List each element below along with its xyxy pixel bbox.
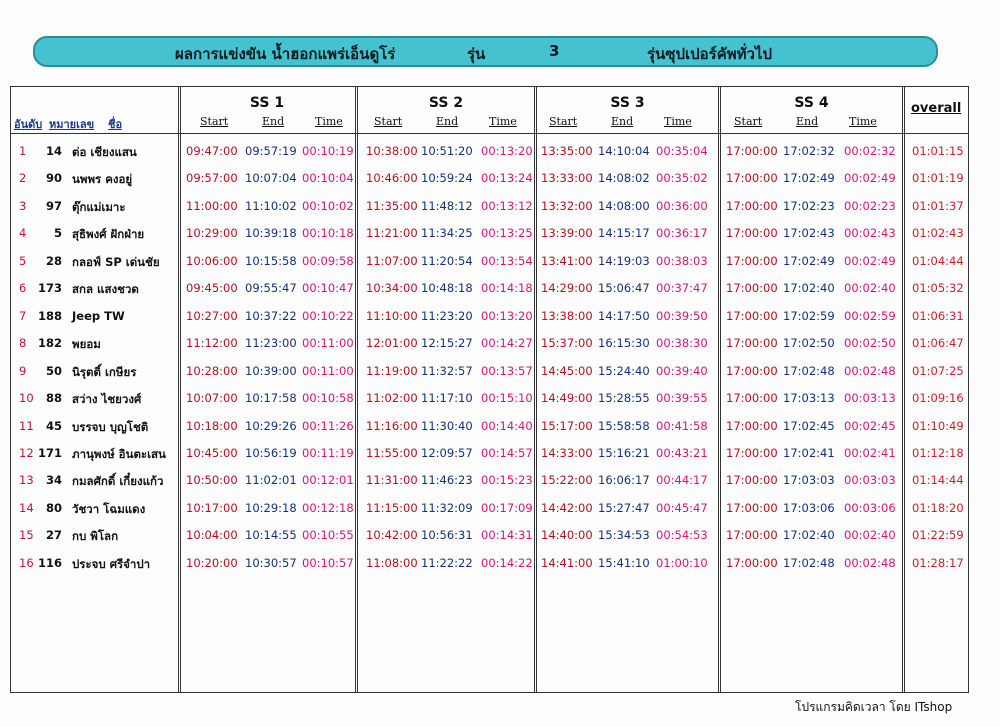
event-title: ผลการแข่งขัน น้ำฮอกแพร่เอ็นดูโร่ <box>175 45 396 63</box>
rider-name-cell: บรรจบ บุญโชติ <box>72 419 149 434</box>
ss1-end-cell: 10:39:18 <box>245 226 297 241</box>
header-number: หมายเลข <box>49 118 95 131</box>
ss4-start-cell: 17:00:00 <box>726 445 778 460</box>
rank-cell: 2 <box>19 171 27 186</box>
ss1-end-cell: 10:17:58 <box>245 391 297 406</box>
rider-number-cell: 90 <box>45 171 62 186</box>
ss4-time-cell: 00:02:48 <box>844 363 896 378</box>
ss3-start-cell: 14:40:00 <box>541 528 593 543</box>
ss1-start-cell: 09:45:00 <box>186 281 238 296</box>
ss4-end-cell: 17:02:59 <box>783 308 835 323</box>
ss4-end-cell: 17:02:32 <box>783 144 835 158</box>
ss1-time-cell: 00:10:22 <box>302 308 354 323</box>
ss1-time-cell: 00:10:04 <box>302 171 354 186</box>
ss2-end-cell: 10:51:20 <box>421 144 473 158</box>
ss1-start-cell: 10:50:00 <box>186 473 238 488</box>
ss4-start-header: Start <box>734 115 763 128</box>
overall-time-cell: 01:14:44 <box>912 473 964 488</box>
overall-time-cell: 01:06:47 <box>912 336 964 351</box>
rider-name-cell: พยอม <box>72 337 101 352</box>
ss4-start-cell: 17:00:00 <box>726 391 778 406</box>
rank-cell: 7 <box>19 308 27 323</box>
rider-number-cell: 5 <box>53 226 62 241</box>
rider-number-cell: 97 <box>45 198 62 213</box>
table-row <box>0 550 1000 574</box>
ss1-start-cell: 11:00:00 <box>186 198 238 213</box>
rider-name-cell: ภานุพงษ์ อินตะเสน <box>72 446 166 461</box>
ss4-time-cell: 00:02:50 <box>844 336 896 351</box>
overall-time-cell: 01:18:20 <box>912 500 964 515</box>
ss1-end-cell: 10:37:22 <box>245 308 297 323</box>
table-row <box>0 385 1000 409</box>
ss4-time-cell: 00:02:59 <box>844 308 896 323</box>
ss3-start-cell: 14:45:00 <box>541 363 593 378</box>
ss3-end-cell: 15:24:40 <box>598 363 650 378</box>
ss4-start-cell: 17:00:00 <box>726 363 778 378</box>
ss4-time-cell: 00:02:40 <box>844 528 896 543</box>
rider-name-cell: สว่าง ไชยวงศ์ <box>72 392 142 407</box>
rider-number-cell: 34 <box>45 473 62 488</box>
ss1-time-header: Time <box>315 115 343 128</box>
table-row <box>0 522 1000 546</box>
rank-cell: 6 <box>19 281 27 296</box>
ss3-start-cell: 13:39:00 <box>541 226 593 241</box>
ss3-start-cell: 13:41:00 <box>541 253 593 268</box>
ss2-end-cell: 11:34:25 <box>421 226 473 241</box>
overall-time-cell: 01:22:59 <box>912 528 964 543</box>
ss2-time-cell: 00:17:09 <box>481 500 533 515</box>
class-name: รุ่นซุปเปอร์คัพทั่วไป <box>647 45 773 63</box>
overall-time-cell: 01:04:44 <box>912 253 964 268</box>
ss2-time-cell: 00:13:24 <box>481 171 533 186</box>
ss2-end-cell: 11:20:54 <box>421 253 473 268</box>
table-row <box>0 467 1000 491</box>
rank-cell: 13 <box>19 473 34 488</box>
overall-time-cell: 01:01:19 <box>912 171 964 186</box>
ss3-end-cell: 15:58:58 <box>598 418 650 433</box>
ss1-start-cell: 10:06:00 <box>186 253 238 268</box>
overall-time-cell: 01:02:43 <box>912 226 964 241</box>
ss4-time-cell: 00:02:23 <box>844 198 896 213</box>
overall-time-cell: 01:09:16 <box>912 391 964 406</box>
ss3-start-cell: 14:29:00 <box>541 281 593 296</box>
table-row <box>0 220 1000 244</box>
rider-number-cell: 116 <box>37 555 62 570</box>
ss1-start-cell: 10:04:00 <box>186 528 238 543</box>
ss3-start-cell: 13:33:00 <box>541 171 593 186</box>
class-label: รุ่น <box>467 45 486 63</box>
ss3-end-cell: 15:28:55 <box>598 391 650 406</box>
ss4-start-cell: 17:00:00 <box>726 555 778 570</box>
ss2-time-cell: 00:13:54 <box>481 253 533 268</box>
rider-name-cell: นพพร คงอยู่ <box>72 172 133 187</box>
rider-number-cell: 28 <box>45 253 62 268</box>
rank-cell: 12 <box>19 445 34 460</box>
table-row <box>0 303 1000 327</box>
ss3-time-cell: 00:41:58 <box>656 418 708 433</box>
rider-name-cell: กมลศักดิ์ เกี๋ยงแก้ว <box>72 474 164 489</box>
ss3-end-cell: 14:10:04 <box>598 144 650 158</box>
ss3-end-cell: 14:19:03 <box>598 253 650 268</box>
ss4-time-cell: 00:02:41 <box>844 445 896 460</box>
ss4-time-cell: 00:03:03 <box>844 473 896 488</box>
rider-number-cell: 45 <box>45 418 62 433</box>
ss4-start-cell: 17:00:00 <box>726 418 778 433</box>
ss3-start-header: Start <box>549 115 578 128</box>
rider-number-cell: 173 <box>37 281 62 296</box>
ss1-end-cell: 10:29:18 <box>245 500 297 515</box>
rank-cell: 11 <box>19 418 34 433</box>
ss1-end-cell: 10:15:58 <box>245 253 297 268</box>
ss3-start-cell: 14:33:00 <box>541 445 593 460</box>
ss2-time-cell: 00:14:31 <box>481 528 533 543</box>
table-row <box>0 275 1000 299</box>
ss1-time-cell: 00:11:00 <box>302 336 354 351</box>
stage-title-ss1: SS 1 <box>249 95 285 111</box>
ss2-end-cell: 10:59:24 <box>421 171 473 186</box>
ss2-time-cell: 00:14:22 <box>481 555 533 570</box>
table-row <box>0 248 1000 272</box>
ss1-end-cell: 10:30:57 <box>245 555 297 570</box>
ss3-end-cell: 15:34:53 <box>598 528 650 543</box>
ss3-time-cell: 00:36:00 <box>656 198 708 213</box>
rider-number-cell: 80 <box>45 500 62 515</box>
table-row <box>0 495 1000 519</box>
stage-title-ss4: SS 4 <box>794 95 829 111</box>
ss3-end-header: End <box>611 115 634 128</box>
ss3-end-cell: 15:41:10 <box>598 555 650 570</box>
ss3-end-cell: 16:06:17 <box>598 473 650 488</box>
ss2-start-cell: 11:15:00 <box>366 500 418 515</box>
ss4-end-header: End <box>796 115 819 128</box>
ss2-end-header: End <box>436 115 459 128</box>
ss4-end-cell: 17:02:45 <box>783 418 835 433</box>
ss4-start-cell: 17:00:00 <box>726 253 778 268</box>
ss1-time-cell: 00:10:02 <box>302 198 354 213</box>
rank-cell: 5 <box>19 253 27 268</box>
rider-name-cell: ต่อ เชียงแสน <box>72 145 137 159</box>
rank-cell: 1 <box>19 144 27 158</box>
ss2-time-cell: 00:13:20 <box>481 308 533 323</box>
ss1-end-cell: 10:56:19 <box>245 445 297 460</box>
rank-cell: 8 <box>19 336 27 351</box>
stage-title-ss2: SS 2 <box>428 95 464 111</box>
ss2-start-cell: 12:01:00 <box>366 336 418 351</box>
ss1-start-cell: 10:45:00 <box>186 445 238 460</box>
ss4-end-cell: 17:03:03 <box>783 473 835 488</box>
ss3-end-cell: 14:08:00 <box>598 198 650 213</box>
ss3-end-cell: 14:15:17 <box>598 226 650 241</box>
stage-title-ss3: SS 3 <box>610 95 645 111</box>
ss3-start-cell: 14:49:00 <box>541 391 593 406</box>
ss1-time-cell: 00:10:18 <box>302 226 354 241</box>
ss3-time-cell: 00:38:30 <box>656 336 708 351</box>
overall-time-cell: 01:10:49 <box>912 418 964 433</box>
ss4-end-cell: 17:02:40 <box>783 528 835 543</box>
ss1-time-cell: 00:11:00 <box>302 363 354 378</box>
class-number: 3 <box>549 42 560 60</box>
ss2-time-cell: 00:14:18 <box>481 281 533 296</box>
ss1-time-cell: 00:10:57 <box>302 555 354 570</box>
rider-number-cell: 50 <box>45 363 62 378</box>
ss1-time-cell: 00:12:01 <box>302 473 354 488</box>
ss2-start-cell: 11:31:00 <box>366 473 418 488</box>
table-row <box>0 413 1000 437</box>
ss4-time-cell: 00:02:40 <box>844 281 896 296</box>
ss4-time-cell: 00:02:48 <box>844 555 896 570</box>
rider-name-cell: Jeep TW <box>72 308 125 323</box>
ss3-time-cell: 00:39:55 <box>656 391 708 406</box>
footer-credit: โปรแกรมคิดเวลา โดย ITshop <box>795 700 953 714</box>
ss2-end-cell: 10:48:18 <box>421 281 473 296</box>
ss3-time-cell: 01:00:10 <box>656 555 708 570</box>
ss4-start-cell: 17:00:00 <box>726 281 778 296</box>
table-row <box>0 138 1000 162</box>
ss2-start-cell: 10:34:00 <box>366 281 418 296</box>
ss4-end-cell: 17:02:23 <box>783 198 835 213</box>
ss1-start-cell: 10:20:00 <box>186 555 238 570</box>
ss3-start-cell: 14:42:00 <box>541 500 593 515</box>
ss1-start-cell: 09:47:00 <box>186 144 238 158</box>
rider-number-cell: 27 <box>45 528 62 543</box>
ss3-end-cell: 14:08:02 <box>598 171 650 186</box>
ss3-end-cell: 14:17:50 <box>598 308 650 323</box>
ss2-time-cell: 00:15:10 <box>481 391 533 406</box>
ss2-end-cell: 11:32:09 <box>421 500 473 515</box>
table-row <box>0 330 1000 354</box>
ss4-end-cell: 17:02:48 <box>783 555 835 570</box>
ss2-start-header: Start <box>374 115 403 128</box>
ss3-start-cell: 15:17:00 <box>541 418 593 433</box>
table-row <box>0 440 1000 464</box>
ss1-end-cell: 09:57:19 <box>245 144 297 158</box>
rank-cell: 15 <box>19 528 34 543</box>
ss2-end-cell: 11:22:22 <box>421 555 473 570</box>
header-name: ชื่อ <box>108 118 123 131</box>
ss4-end-cell: 17:02:49 <box>783 171 835 186</box>
rank-cell: 14 <box>19 500 34 515</box>
rider-name-cell: สกล แสงชวด <box>72 282 139 297</box>
ss2-start-cell: 11:21:00 <box>366 226 418 241</box>
rank-cell: 4 <box>19 226 27 241</box>
ss4-end-cell: 17:02:49 <box>783 253 835 268</box>
ss3-end-cell: 15:06:47 <box>598 281 650 296</box>
ss2-start-cell: 11:10:00 <box>366 308 418 323</box>
rider-name-cell: ตุ๊กแม่เมาะ <box>72 199 126 214</box>
ss1-start-cell: 10:27:00 <box>186 308 238 323</box>
ss3-time-cell: 00:39:40 <box>656 363 708 378</box>
ss2-time-cell: 00:14:57 <box>481 445 533 460</box>
ss1-time-cell: 00:10:58 <box>302 391 354 406</box>
ss1-end-cell: 10:29:26 <box>245 418 297 433</box>
overall-time-cell: 01:01:37 <box>912 198 964 213</box>
ss4-end-cell: 17:02:48 <box>783 363 835 378</box>
rank-cell: 10 <box>19 391 34 406</box>
ss4-time-cell: 00:02:49 <box>844 171 896 186</box>
ss2-end-cell: 10:56:31 <box>421 528 473 543</box>
ss3-time-cell: 00:43:21 <box>656 445 708 460</box>
ss3-end-cell: 15:16:21 <box>598 445 650 460</box>
ss3-time-cell: 00:38:03 <box>656 253 708 268</box>
rank-cell: 16 <box>19 555 34 570</box>
ss3-time-cell: 00:54:53 <box>656 528 708 543</box>
ss4-start-cell: 17:00:00 <box>726 473 778 488</box>
ss3-start-cell: 13:35:00 <box>541 144 593 158</box>
ss1-time-cell: 00:09:58 <box>302 253 354 268</box>
ss1-start-cell: 10:07:00 <box>186 391 238 406</box>
overall-time-cell: 01:12:18 <box>912 445 964 460</box>
rider-name-cell: กบ พิโลก <box>72 529 119 544</box>
ss1-start-cell: 10:28:00 <box>186 363 238 378</box>
ss1-end-cell: 11:10:02 <box>245 198 297 213</box>
ss4-start-cell: 17:00:00 <box>726 308 778 323</box>
ss2-start-cell: 11:02:00 <box>366 391 418 406</box>
ss2-time-header: Time <box>489 115 517 128</box>
ss2-time-cell: 00:13:57 <box>481 363 533 378</box>
ss2-end-cell: 11:32:57 <box>421 363 473 378</box>
rider-number-cell: 188 <box>37 308 62 323</box>
overall-time-cell: 01:06:31 <box>912 308 964 323</box>
header-rank: อันดับ <box>14 118 43 131</box>
ss1-end-cell: 11:23:00 <box>245 336 297 351</box>
ss2-time-cell: 00:15:23 <box>481 473 533 488</box>
ss4-start-cell: 17:00:00 <box>726 528 778 543</box>
ss1-time-cell: 00:12:18 <box>302 500 354 515</box>
ss2-start-cell: 11:35:00 <box>366 198 418 213</box>
table-row <box>0 165 1000 189</box>
ss2-time-cell: 00:14:40 <box>481 418 533 433</box>
header-overall: overall <box>911 101 962 116</box>
ss2-start-cell: 10:46:00 <box>366 171 418 186</box>
ss4-start-cell: 17:00:00 <box>726 226 778 241</box>
ss2-end-cell: 11:23:20 <box>421 308 473 323</box>
ss2-end-cell: 12:15:27 <box>421 336 473 351</box>
ss3-end-cell: 16:15:30 <box>598 336 650 351</box>
ss3-time-cell: 00:45:47 <box>656 500 708 515</box>
ss1-end-cell: 11:02:01 <box>245 473 297 488</box>
results-banner <box>33 36 938 67</box>
ss3-start-cell: 15:37:00 <box>541 336 593 351</box>
ss2-start-cell: 11:07:00 <box>366 253 418 268</box>
ss1-end-cell: 10:14:55 <box>245 528 297 543</box>
ss2-start-cell: 10:38:00 <box>366 144 418 158</box>
ss3-end-cell: 15:27:47 <box>598 500 650 515</box>
ss2-time-cell: 00:13:25 <box>481 226 533 241</box>
overall-time-cell: 01:05:32 <box>912 281 964 296</box>
ss2-start-cell: 11:55:00 <box>366 445 418 460</box>
rider-name-cell: กลอฟ์ SP เด่นชัย <box>72 254 160 269</box>
ss4-end-cell: 17:02:40 <box>783 281 835 296</box>
ss2-end-cell: 11:30:40 <box>421 418 473 433</box>
ss4-time-cell: 00:03:06 <box>844 500 896 515</box>
table-row <box>0 358 1000 382</box>
ss3-time-cell: 00:44:17 <box>656 473 708 488</box>
ss2-end-cell: 11:17:10 <box>421 391 473 406</box>
rider-name-cell: วัชวา โฉมแดง <box>72 501 146 516</box>
ss3-start-cell: 13:38:00 <box>541 308 593 323</box>
table-row <box>0 193 1000 217</box>
rider-number-cell: 14 <box>45 144 62 158</box>
ss1-time-cell: 00:11:26 <box>302 418 354 433</box>
ss1-end-header: End <box>262 115 285 128</box>
ss4-start-cell: 17:00:00 <box>726 171 778 186</box>
rider-name-cell: ประจบ ศรีจำปา <box>72 556 151 571</box>
ss3-time-cell: 00:37:47 <box>656 281 708 296</box>
ss1-time-cell: 00:11:19 <box>302 445 354 460</box>
ss1-start-cell: 10:18:00 <box>186 418 238 433</box>
ss1-time-cell: 00:10:55 <box>302 528 354 543</box>
ss2-start-cell: 11:08:00 <box>366 555 418 570</box>
rider-number-cell: 171 <box>37 445 62 460</box>
ss4-end-cell: 17:02:50 <box>783 336 835 351</box>
ss4-start-cell: 17:00:00 <box>726 144 778 158</box>
ss1-start-cell: 10:17:00 <box>186 500 238 515</box>
ss4-time-cell: 00:02:43 <box>844 226 896 241</box>
ss4-start-cell: 17:00:00 <box>726 500 778 515</box>
ss4-end-cell: 17:02:41 <box>783 445 835 460</box>
overall-time-cell: 01:01:15 <box>912 144 964 158</box>
ss4-time-header: Time <box>849 115 877 128</box>
ss4-end-cell: 17:03:13 <box>783 391 835 406</box>
rider-number-cell: 182 <box>37 336 62 351</box>
ss3-time-cell: 00:36:17 <box>656 226 708 241</box>
ss2-start-cell: 11:16:00 <box>366 418 418 433</box>
overall-time-cell: 01:28:17 <box>912 555 964 570</box>
ss4-start-cell: 17:00:00 <box>726 198 778 213</box>
ss1-start-header: Start <box>200 115 229 128</box>
ss4-end-cell: 17:02:43 <box>783 226 835 241</box>
overall-time-cell: 01:07:25 <box>912 363 964 378</box>
ss3-start-cell: 15:22:00 <box>541 473 593 488</box>
ss1-end-cell: 10:07:04 <box>245 171 297 186</box>
ss2-end-cell: 12:09:57 <box>421 445 473 460</box>
ss1-start-cell: 11:12:00 <box>186 336 238 351</box>
ss2-time-cell: 00:13:20 <box>481 144 533 158</box>
ss1-end-cell: 09:55:47 <box>245 281 297 296</box>
ss2-end-cell: 11:48:12 <box>421 198 473 213</box>
ss2-start-cell: 11:19:00 <box>366 363 418 378</box>
header-divider <box>11 133 968 134</box>
ss4-end-cell: 17:03:06 <box>783 500 835 515</box>
rank-cell: 9 <box>19 363 27 378</box>
rider-name-cell: นิรุตติ์ เกษียร <box>72 364 137 379</box>
ss4-time-cell: 00:02:32 <box>844 144 896 158</box>
ss3-start-cell: 14:41:00 <box>541 555 593 570</box>
ss3-start-cell: 13:32:00 <box>541 198 593 213</box>
ss2-start-cell: 10:42:00 <box>366 528 418 543</box>
ss3-time-cell: 00:35:04 <box>656 144 708 158</box>
ss1-start-cell: 09:57:00 <box>186 171 238 186</box>
ss3-time-cell: 00:35:02 <box>656 171 708 186</box>
ss2-time-cell: 00:14:27 <box>481 336 533 351</box>
ss4-start-cell: 17:00:00 <box>726 336 778 351</box>
ss3-time-header: Time <box>664 115 692 128</box>
ss2-time-cell: 00:13:12 <box>481 198 533 213</box>
rider-name-cell: สุธิพงศ์ ฝักฝ่าย <box>72 227 145 242</box>
ss4-time-cell: 00:02:49 <box>844 253 896 268</box>
ss1-start-cell: 10:29:00 <box>186 226 238 241</box>
ss3-time-cell: 00:39:50 <box>656 308 708 323</box>
ss1-time-cell: 00:10:47 <box>302 281 354 296</box>
ss1-time-cell: 00:10:19 <box>302 144 354 158</box>
ss1-end-cell: 10:39:00 <box>245 363 297 378</box>
ss2-end-cell: 11:46:23 <box>421 473 473 488</box>
rider-number-cell: 88 <box>45 391 62 406</box>
ss4-time-cell: 00:02:45 <box>844 418 896 433</box>
rank-cell: 3 <box>19 198 27 213</box>
ss4-time-cell: 00:03:13 <box>844 391 896 406</box>
